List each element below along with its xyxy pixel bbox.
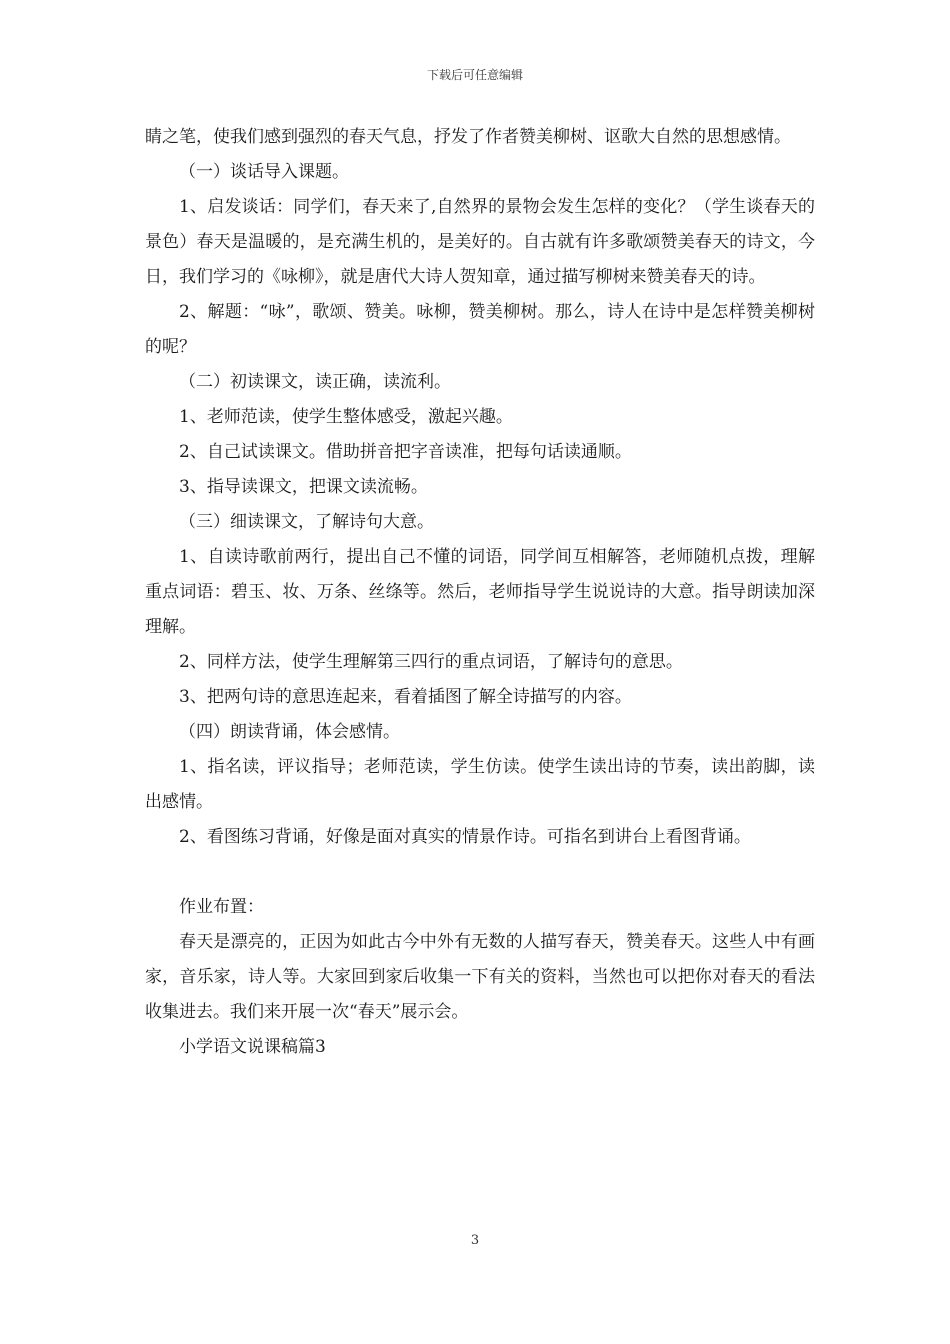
section-heading-2: （二）初读课文，读正确，读流利。 xyxy=(179,372,451,392)
paragraph: 1、自读诗歌前两行，提出自己不懂的词语，同学间互相解答，老师随机点拨，理解重点词语：碧玉、妆、万条、丝绦等。然后，老师指导学生说说诗的大意。指导朗读加深理解。 xyxy=(145,547,815,637)
paragraph-continuation: 睛之笔，使我们感到强烈的春天气息，抒发了作者赞美柳树、讴歌大自然的思想感情。 xyxy=(145,127,791,147)
section-heading-4: （四）朗读背诵，体会感情。 xyxy=(179,722,400,742)
paragraph: 2、看图练习背诵，好像是面对真实的情景作诗。可指名到讲台上看图背诵。 xyxy=(179,827,751,847)
document-body xyxy=(145,120,815,1065)
paragraph: 2、解题：“咏”，歌颂、赞美。咏柳，赞美柳树。那么，诗人在诗中是怎样赞美柳树的呢？ xyxy=(145,302,815,357)
homework-heading: 作业布置： xyxy=(179,897,264,917)
paragraph: 春天是漂亮的，正因为如此古今中外有无数的人描写春天，赞美春天。这些人中有画家，音乐家，诗人等。大家回到家后收集一下有关的资料，当然也可以把你对春天的看法收集进去。我们来开展一次“春天”展示会。 xyxy=(145,932,815,1022)
paragraph: 1、指名读，评议指导；老师范读，学生仿读。使学生读出诗的节奏，读出韵脚，读出感情。 xyxy=(145,757,815,812)
page-number: 3 xyxy=(470,1233,480,1248)
section-heading-1: （一）谈话导入课题。 xyxy=(179,162,349,182)
page-header: 下载后可任意编辑 xyxy=(426,68,523,82)
paragraph: 1、启发谈话：同学们，春天来了,自然界的景物会发生怎样的变化？（学生谈春天的景色）春天是温暖的，是充满生机的，是美好的。自古就有许多歌颂赞美春天的诗文，今日，我们学习的《咏柳》，就是唐代大诗人贺知章，通过描写柳树来赞美春天的诗。 xyxy=(145,197,815,287)
paragraph: 3、把两句诗的意思连起来，看着插图了解全诗描写的内容。 xyxy=(179,687,632,707)
paragraph: 1、老师范读，使学生整体感受，激起兴趣。 xyxy=(179,407,513,427)
paragraph: 2、自己试读课文。借助拼音把字音读准，把每句话读通顺。 xyxy=(179,442,632,462)
section-heading-3: （三）细读课文，了解诗句大意。 xyxy=(179,512,434,532)
blank-line xyxy=(145,855,815,890)
paragraph: 2、同样方法，使学生理解第三四行的重点词语，了解诗句的意思。 xyxy=(179,652,683,672)
next-section-title: 小学语文说课稿篇3 xyxy=(179,1037,326,1057)
paragraph: 3、指导读课文，把课文读流畅。 xyxy=(179,477,428,497)
